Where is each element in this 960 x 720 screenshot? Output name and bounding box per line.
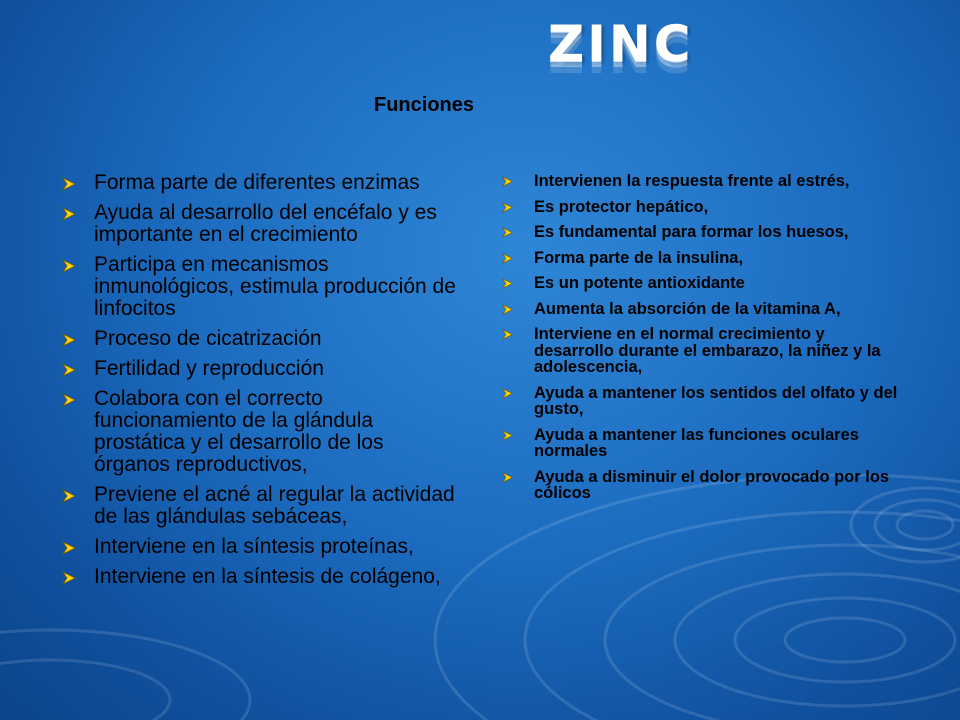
- list-item: [498, 427, 898, 460]
- arrowhead-bullet-icon: [62, 489, 76, 503]
- list-item-text: Es fundamental para formar los huesos,: [534, 223, 849, 241]
- list-item: [498, 224, 898, 241]
- list-item-text: Colabora con el correcto funcionamiento de la glándula prostática y el desarrollo de los órganos reproductivos,: [94, 387, 384, 476]
- list-item-text: Interviene en la síntesis proteínas,: [94, 535, 414, 558]
- section-subtitle: Funciones: [374, 94, 475, 116]
- arrowhead-bullet-icon: [502, 430, 513, 441]
- arrowhead-bullet-icon: [502, 388, 513, 399]
- arrowhead-bullet-icon: [62, 541, 76, 555]
- list-item-text: Fertilidad y reproducción: [94, 357, 324, 380]
- list-item: [498, 301, 898, 318]
- list-item: [498, 469, 898, 502]
- arrowhead-bullet-icon: [502, 304, 513, 315]
- list-item-text: Ayuda a mantener los sentidos del olfato y del gusto,: [534, 383, 898, 418]
- arrowhead-bullet-icon: [62, 259, 76, 273]
- arrowhead-bullet-icon: [502, 202, 513, 213]
- list-item-text: Es protector hepático,: [534, 197, 709, 216]
- list-item: [498, 199, 898, 216]
- list-item-text: Ayuda a mantener las funciones oculares normales: [534, 425, 859, 460]
- arrowhead-bullet-icon: [62, 363, 76, 377]
- list-item-text: Interviene en la síntesis de colágeno,: [94, 565, 441, 588]
- arrowhead-bullet-icon: [62, 177, 76, 191]
- arrowhead-bullet-icon: [62, 571, 76, 585]
- arrowhead-bullet-icon: [502, 176, 513, 187]
- list-item: [58, 254, 458, 320]
- list-item: [498, 326, 898, 376]
- list-item-text: Proceso de cicatrización: [94, 327, 322, 350]
- list-item: [58, 566, 458, 588]
- list-item: [58, 172, 458, 194]
- arrowhead-bullet-icon: [502, 472, 513, 483]
- left-function-list: [58, 172, 458, 596]
- list-item-text: Participa en mecanismos inmunológicos, estimula producción de linfocitos: [94, 253, 456, 320]
- list-item-text: Intervienen la respuesta frente al estrés,: [534, 172, 850, 190]
- list-item: [58, 536, 458, 558]
- list-item-text: Ayuda al desarrollo del encéfalo y es importante en el crecimiento: [94, 201, 437, 246]
- arrowhead-bullet-icon: [62, 207, 76, 221]
- list-item: [498, 173, 898, 190]
- slide-title: ZINC: [548, 15, 694, 73]
- list-item-text: Ayuda a disminuir el dolor provocado por los cólicos: [534, 467, 890, 502]
- list-item: [58, 328, 458, 350]
- list-item: [58, 202, 458, 246]
- list-item-text: Forma parte de diferentes enzimas: [94, 171, 420, 194]
- list-item-text: Aumenta la absorción de la vitamina A,: [534, 299, 841, 318]
- list-item: [58, 388, 458, 476]
- arrowhead-bullet-icon: [502, 253, 513, 264]
- list-item: [498, 275, 898, 292]
- arrowhead-bullet-icon: [502, 278, 513, 289]
- list-item-text: Interviene en el normal crecimiento y desarrollo durante el embarazo, la niñez y la adolescencia,: [534, 325, 881, 376]
- right-function-list: [498, 173, 898, 511]
- list-item: [498, 250, 898, 267]
- arrowhead-bullet-icon: [62, 393, 76, 407]
- list-item: [58, 358, 458, 380]
- arrowhead-bullet-icon: [502, 329, 513, 340]
- arrowhead-bullet-icon: [502, 227, 513, 238]
- list-item-text: Forma parte de la insulina,: [534, 248, 744, 267]
- list-item-text: Previene el acné al regular la actividad de las glándulas sebáceas,: [94, 483, 455, 528]
- arrowhead-bullet-icon: [62, 333, 76, 347]
- list-item-text: Es un potente antioxidante: [534, 274, 745, 292]
- list-item: [498, 385, 898, 418]
- list-item: [58, 484, 458, 528]
